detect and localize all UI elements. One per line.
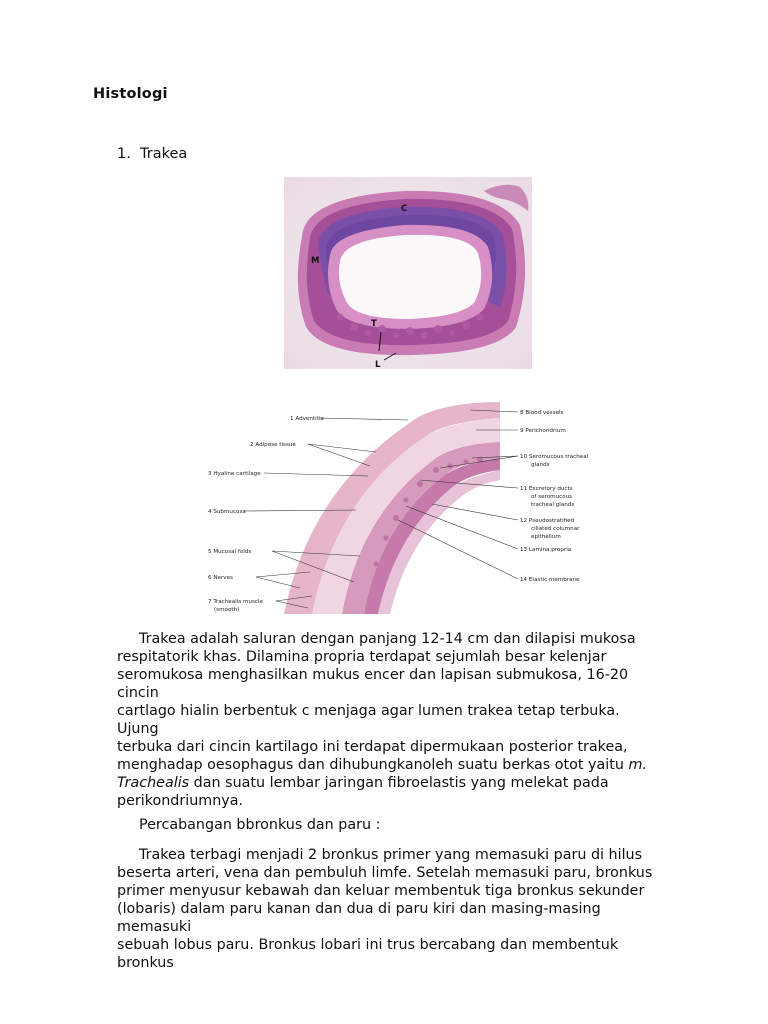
diagram-label-blood-vessels: 8 Blood vessels <box>520 410 564 416</box>
micrograph-image <box>284 177 532 369</box>
paragraph-line: menghadap oesophagus dan dihubungkanoleh suatu berkas otot yaitu <box>117 757 624 773</box>
diagram-label-lamina-propria: 13 Lamina propria <box>520 547 572 553</box>
paragraph-line: Trakea terbagi menjadi 2 bronkus primer yang memasuki paru di hilus <box>139 847 643 863</box>
diagram-label-smooth: (smooth) <box>214 607 240 613</box>
diagram-label-pseudostratified: 12 Pseudostratified <box>520 518 575 524</box>
diagram-label-epithelium: epithelium <box>531 534 561 540</box>
paragraph-line: cartlago hialin berbentuk c menjaga agar lumen trakea tetap terbuka. Ujung <box>117 703 620 737</box>
paragraph-line: Trakea adalah saluran dengan panjang 12-14 cm dan dilapisi mukosa <box>139 631 636 647</box>
diagram-label-tracheal-glands: tracheal glands <box>531 502 575 508</box>
paragraph-line: dan suatu lembar jaringan fibroelastis yang melekat pada <box>189 775 609 791</box>
diagram-label-seromucous: 10 Seromucous tracheal <box>520 454 589 460</box>
diagram-label-perichondrium: 9 Perichondrium <box>520 428 566 434</box>
diagram-label-adipose: 2 Adipose tissue <box>250 442 296 448</box>
paragraph-line: primer menyusur kebawah dan keluar membentuk tiga bronkus sekunder <box>117 883 645 899</box>
diagram-image <box>200 396 592 616</box>
paragraph-line: terbuka dari cincin kartilago ini terdapat dipermukaan posterior trakea, <box>117 739 628 755</box>
list-number: 1. <box>117 146 131 162</box>
paragraph-line: beserta arteri, vena dan pembuluh limfe. Setelah memasuki paru, bronkus <box>117 865 653 881</box>
micrograph-label-l: L <box>375 360 381 369</box>
paragraph-line: respitatorik khas. Dilamina propria terdapat sejumlah besar kelenjar <box>117 649 607 665</box>
micrograph-label-m: M <box>311 256 320 266</box>
italic-term: m. <box>628 757 647 773</box>
italic-term: Trachealis <box>117 775 190 791</box>
paragraph-trakea <box>117 630 657 810</box>
paragraph-bronkus <box>117 846 657 972</box>
diagram-label-ciliated: ciliated columnar <box>531 526 580 532</box>
diagram-label-elastic-membrane: 14 Elastic membrane <box>520 577 580 583</box>
diagram-label-trachealis: 7 Trachealis muscle <box>208 599 263 605</box>
numbered-list-item <box>117 146 187 162</box>
subheading-percabangan <box>117 816 657 834</box>
diagram-label-of-seromucous: of seromucous <box>531 494 573 500</box>
diagram-label-submucosa: 4 Submucosa <box>208 509 246 515</box>
diagram-label-mucosal-folds: 5 Mucosal folds <box>208 549 252 555</box>
diagram-label-excretory: 11 Excretory ducts <box>520 486 573 492</box>
subheading-text: Percabangan bbronkus dan paru : <box>139 817 381 833</box>
micrograph-label-t: T <box>371 319 377 329</box>
page-title: Histologi <box>93 86 168 102</box>
diagram-label-cartilage: 3 Hyaline cartilage <box>208 471 261 477</box>
paragraph-line: seromukosa menghasilkan mukus encer dan lapisan submukosa, 16-20 cincin <box>117 667 629 701</box>
trachea-wall-diagram <box>200 396 592 616</box>
diagram-label-adventitia: 1 Adventitia <box>290 416 324 422</box>
list-label: Trakea <box>140 146 188 162</box>
paragraph-line: sebuah lobus paru. Bronkus lobari ini trus bercabang dan membentuk bronkus <box>117 937 619 971</box>
paragraph-line: perikondriumnya. <box>117 793 244 809</box>
diagram-label-glands: glands <box>531 462 550 468</box>
micrograph-label-c: C <box>401 204 408 214</box>
diagram-label-nerves: 6 Nerves <box>208 575 233 581</box>
paragraph-line: (lobaris) dalam paru kanan dan dua di paru kiri dan masing-masing memasuki <box>117 901 601 935</box>
trachea-micrograph <box>284 177 532 369</box>
